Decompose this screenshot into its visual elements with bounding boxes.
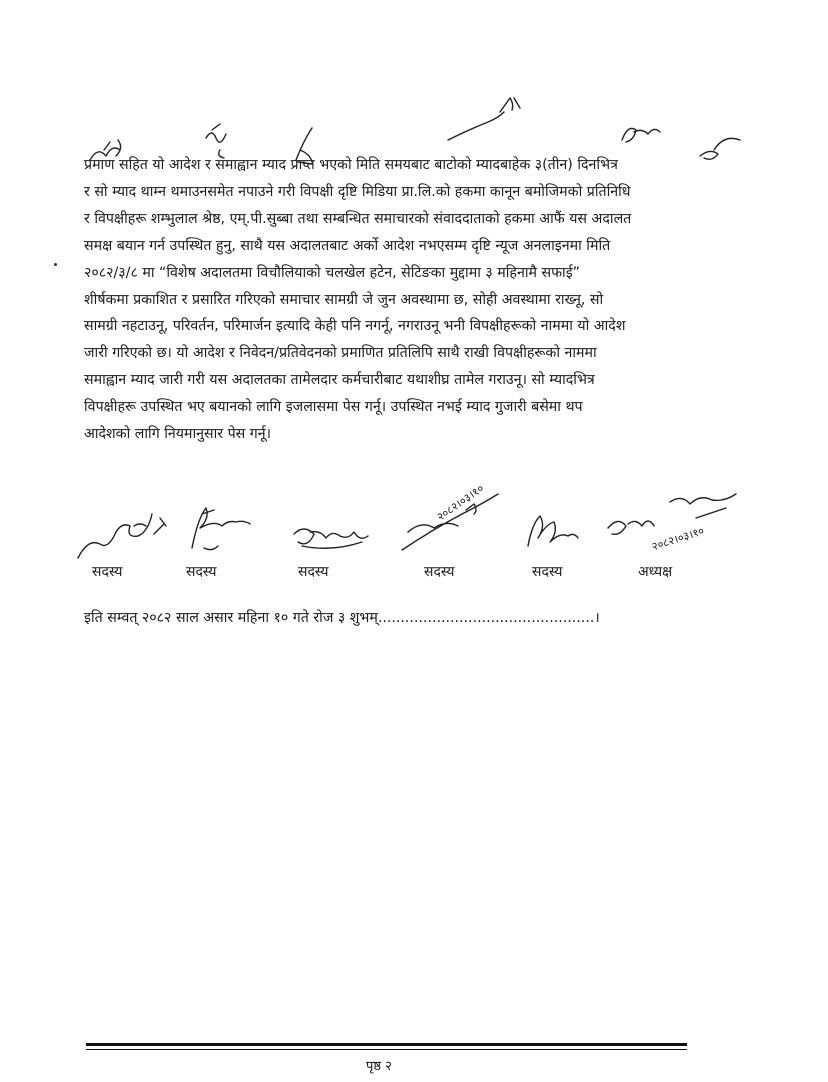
body-line: प्रमाण सहित यो आदेश र समाह्वान म्याद प्राप्त भएको मिति समयबाट बाटोको म्यादबाहेक ३(तीन) दिनभित्र xyxy=(84,157,618,173)
signatory-label: अध्यक्ष xyxy=(638,564,673,580)
stray-mark xyxy=(54,263,57,266)
body-line: २०८२/३/८ मा “विशेष अदालतमा विचौलियाको चलखेल हटेन, सेटिङका मुद्दामा ३ महिनामै सफाई” xyxy=(84,264,581,281)
body-line: विपक्षीहरू उपस्थित भए बयानको लागि इजलासमा पेस गर्नू। उपस्थित नभई म्याद गुजारी बसेमा थप xyxy=(84,399,583,416)
signatory-label: सदस्य xyxy=(186,564,217,580)
closing-line: इति सम्वत् २०८२ साल असार महिना १० गते रोज ३ शुभम्................................................। xyxy=(84,610,600,626)
page-number: पृष्ठ २ xyxy=(366,1059,392,1074)
signatory-label: सदस्य xyxy=(532,564,563,580)
body-line: जारी गरिएको छ। यो आदेश र निवेदन/प्रतिवेदनको प्रमाणित प्रतिलिपि साथै राखी विपक्षीहरूको नाममा xyxy=(84,345,597,362)
signature-block-member-2 xyxy=(172,488,292,588)
body-line: र सो म्याद थाम्न थमाउनसमेत नपाउने गरी विपक्षी दृष्टि मिडिया प्रा.लि.को हकमा कानून बमोजिमको प्रतिनिधि xyxy=(84,183,631,200)
body-line: आदेशको लागि नियमानुसार पेस गर्नू। xyxy=(84,426,272,443)
signature-date-chair: २०८२।०३।१० xyxy=(650,524,706,554)
body-line: समक्ष बयान गर्न उपस्थित हुनु, साथै यस अदालतबाट अर्को आदेश नभएसम्म दृष्टि न्यूज अनलाइनमा मिति xyxy=(84,237,611,254)
signature-date-member-4: २०८२।०३।१० xyxy=(434,481,487,524)
footer-rule-thin xyxy=(86,1049,687,1050)
body-line: शीर्षकमा प्रकाशित र प्रसारित गरिएको समाचार सामग्री जे जुन अवस्थामा छ, सोही अवस्थामा राख्नू, सो xyxy=(84,291,604,308)
body-line: सामग्री नहटाउनू, परिवर्तन, परिमार्जन इत्यादि केही पनि नगर्नू, नगराउनू भनी विपक्षीहरूको नाममा यो आदेश xyxy=(84,318,626,335)
signatory-label: सदस्य xyxy=(424,564,455,580)
handwritten-signature xyxy=(172,488,292,568)
footer-rule xyxy=(86,1043,687,1046)
order-body-text xyxy=(84,152,752,448)
body-line: समाह्वान म्याद जारी गरी यस अदालतका तामेलदार कर्मचारीबाट यथाशीघ्र तामेल गराउनू। सो म्यादभित्र xyxy=(84,372,595,389)
body-line: र विपक्षीहरू शम्भुलाल श्रेष्ठ, एम्.पी.सुब्बा तथा सम्बन्धित समाचारको संवाददाताको हकमा आफैं यस अदालत xyxy=(84,210,632,227)
signatory-label: सदस्य xyxy=(92,564,123,580)
handwritten-signature xyxy=(284,488,404,568)
signatory-label: सदस्य xyxy=(298,564,329,580)
signature-block-member-3 xyxy=(284,488,404,588)
